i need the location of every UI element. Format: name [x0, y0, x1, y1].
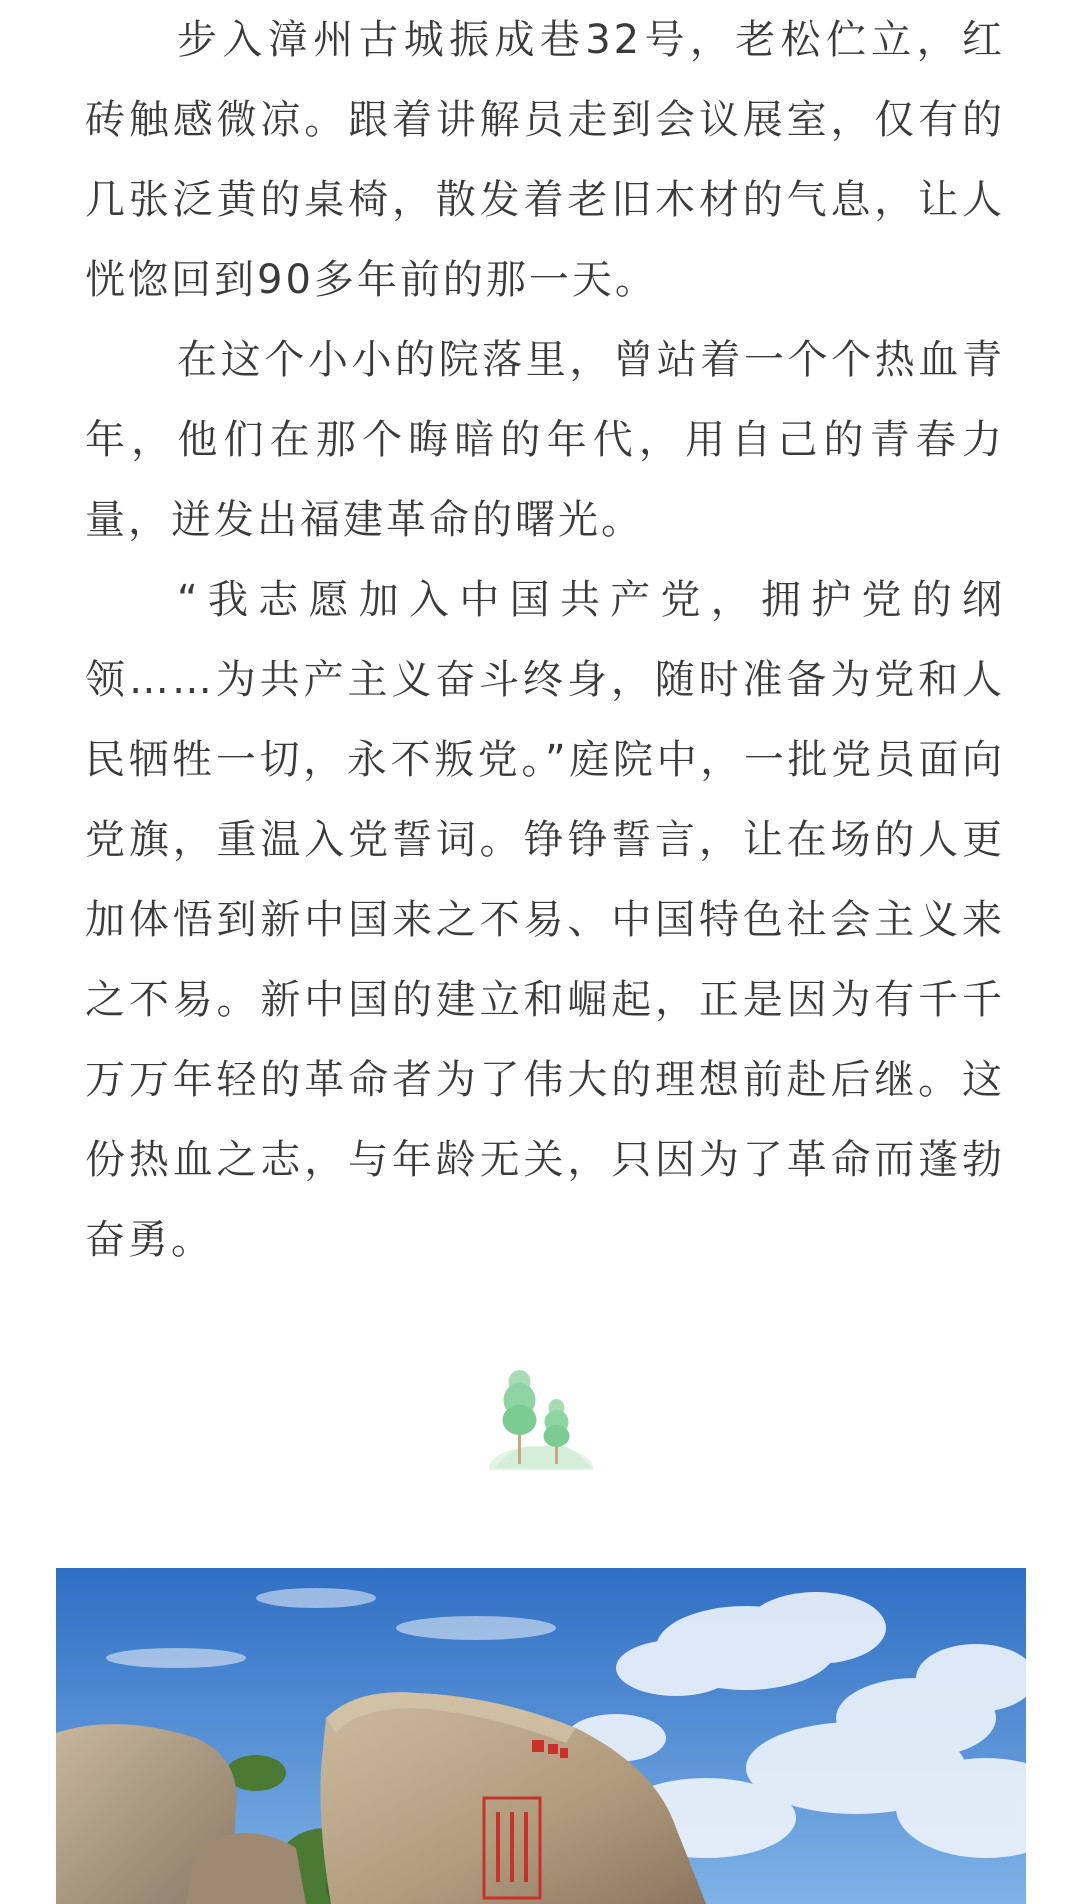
rock-inscription-photo	[56, 1568, 1026, 1904]
article-paragraph-1: 步入漳州古城振成巷32号，老松伫立，红砖触感微凉。跟着讲解员走到会议展室，仅有的几张泛黄的桌椅，散发着老旧木材的气息，让人恍惚回到90多年前的那一天。	[85, 17, 1005, 303]
trees-divider-icon	[488, 1370, 594, 1470]
article-body	[85, 0, 1005, 1280]
article-paragraph-3: “我志愿加入中国共产党，拥护党的纲领……为共产主义奋斗终身，随时准备为党和人民牺牲一切，永不叛党。”庭院中，一批党员面向党旗，重温入党誓词。铮铮誓言，让在场的人更加体悟到新中国来之不易、中国特色社会主义来之不易。新中国的建立和崛起，正是因为有千千万万年轻的革命者为了伟大的理想前赴后继。这份热血之志，与年龄无关，只因为了革命而蓬勃奋勇。	[85, 577, 1005, 1263]
article-paragraph-2: 在这个小小的院落里，曾站着一个个热血青年，他们在那个晦暗的年代，用自己的青春力量，迸发出福建革命的曙光。	[85, 337, 1005, 543]
